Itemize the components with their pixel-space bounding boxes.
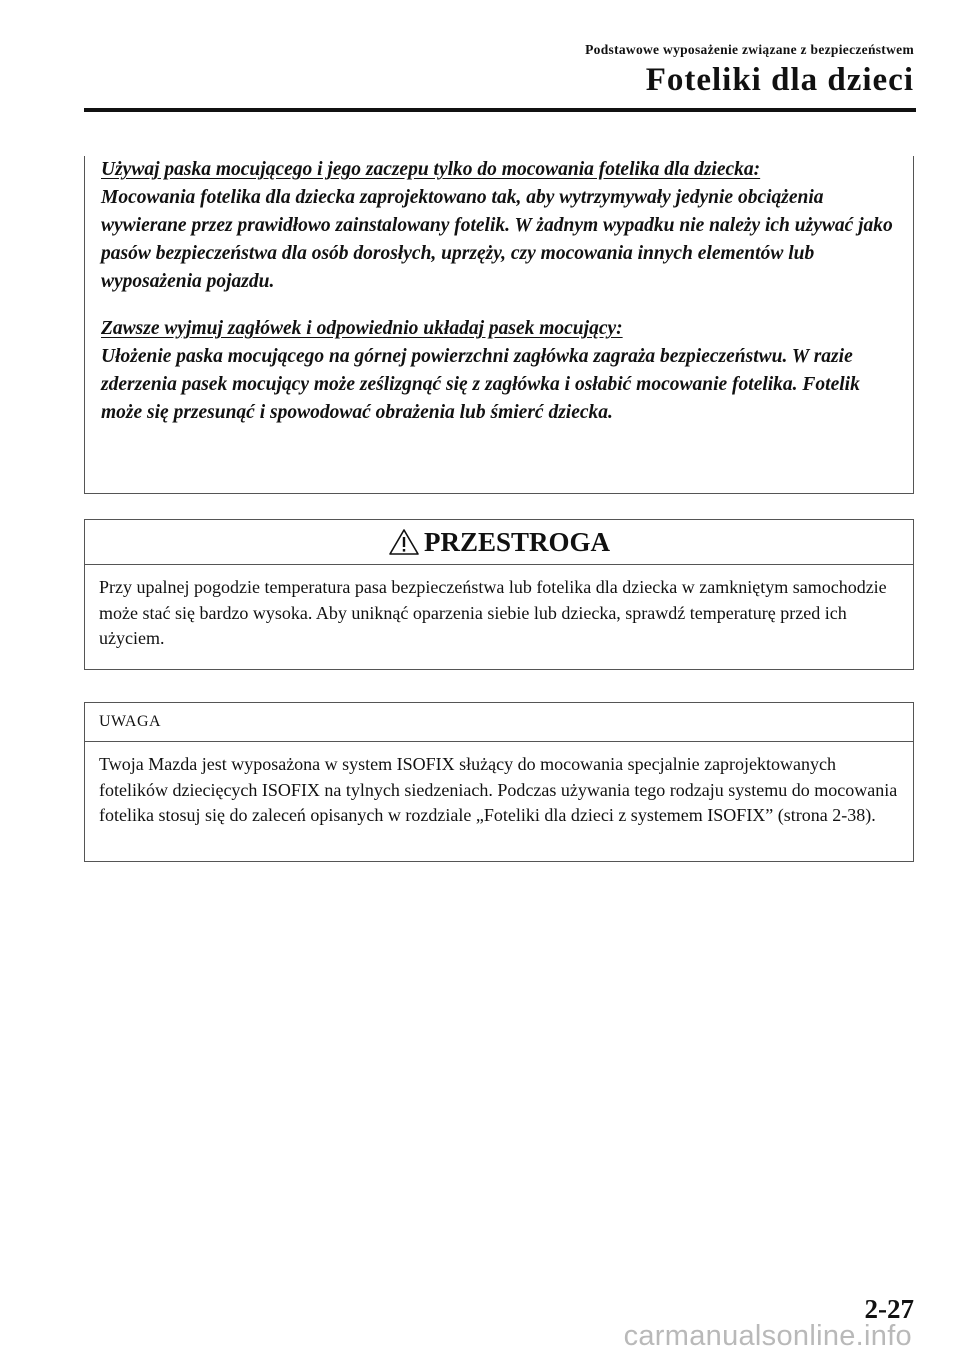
warning-section-tether <box>101 156 903 296</box>
caution-box <box>84 519 914 670</box>
note-body: Twoja Mazda jest wyposażona w system ISOFIX służący do mocowania specjalnie zaprojektowanych fotelików dziecięcych ISOFIX na tylnych siedzeniach. Podczas używania tego rodzaju systemu do mocowania fotelika stosuj się do zaleceń opisanych w rozdziale „Foteliki dla dzieci z systemem ISOFIX” (strona 2-38). <box>99 754 898 825</box>
caution-header <box>85 520 913 565</box>
caution-title: PRZESTROGA <box>423 526 611 557</box>
warning-heading: Zawsze wyjmuj zagłówek i odpowiednio układaj pasek mocujący: <box>101 318 623 339</box>
note-box <box>84 702 914 862</box>
warning-triangle-icon <box>388 528 420 556</box>
warning-section-headrest <box>101 315 903 427</box>
note-header <box>85 703 913 742</box>
header-divider <box>84 108 916 112</box>
note-title: UWAGA <box>99 713 162 730</box>
section-title: Podstawowe wyposażenie związane z bezpieczeństwem <box>585 42 914 57</box>
warning-heading: Używaj paska mocującego i jego zaczepu tylko do mocowania fotelika dla dziecka: <box>101 159 761 180</box>
warning-body: Mocowania fotelika dla dziecka zaprojektowano tak, aby wytrzymywały jedynie obciążenia wywierane przez prawidłowo zainstalowany fotelik. W żadnym wypadku nie należy ich używać jako pasów bezpieczeństwa dla osób dorosłych, uprzęży, czy mocowania innych elementów lub wyposażenia pojazdu. <box>101 187 893 292</box>
page-title: Foteliki dla dzieci <box>645 62 914 98</box>
caution-body: Przy upalnej pogodzie temperatura pasa bezpieczeństwa lub fotelika dla dziecka w zamkniętym samochodzie może stać się bardzo wysoka. Aby uniknąć oparzenia siebie lub dziecka, sprawdź temperaturę przed ich użyciem. <box>99 577 887 648</box>
warning-body: Ułożenie paska mocującego na górnej powierzchni zagłówka zagraża bezpieczeństwu. W razie zderzenia pasek mocujący może ześlizgnąć się z zagłówka i osłabić mocowanie fotelika. Fotelik może się przesunąć i spowodować obrażenia lub śmierć dziecka. <box>101 346 860 423</box>
warning-box-continued <box>84 156 914 494</box>
page-number: 2-27 <box>864 1294 914 1324</box>
watermark: carmanualsonline.info <box>623 1320 912 1352</box>
